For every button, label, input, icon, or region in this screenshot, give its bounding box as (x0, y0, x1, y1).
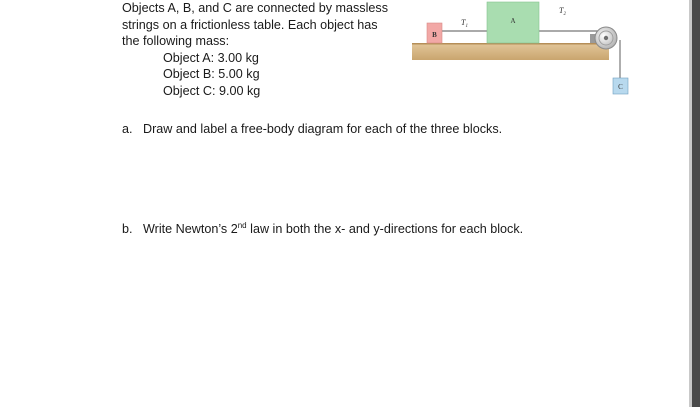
mass-object-a: Object A: 3.00 kg (163, 50, 259, 65)
question-b-superscript: nd (237, 220, 247, 230)
tension-1-label: $T_1$ (461, 18, 468, 29)
mass-object-b: Object B: 5.00 kg (163, 67, 260, 81)
mass-list (122, 50, 402, 100)
block-a-label: A (510, 17, 516, 25)
question-a-text: Draw and label a free-body diagram for each of the three blocks. (143, 122, 503, 136)
intro-line-1: Objects A, B, and C are connected by massless (122, 1, 388, 15)
problem-statement (122, 0, 402, 99)
physics-diagram (410, 0, 640, 105)
question-a-letter: a. (122, 122, 133, 136)
table-surface (412, 43, 609, 60)
intro-line-3: the following mass: (122, 34, 230, 48)
question-b-text-post: law in both the x- and y-directions for each block. (246, 222, 524, 236)
pulley-axle (604, 36, 608, 40)
tension-2-label: $T_2$ (559, 6, 566, 17)
intro-line-2: strings on a frictionless table. Each object has (122, 17, 378, 32)
block-c-label: C (618, 83, 623, 91)
block-b-label: B (432, 31, 437, 39)
question-b-text-pre: Write Newton’s 2 (143, 222, 238, 236)
page-edge (689, 0, 700, 407)
question-a (122, 121, 502, 137)
question-b (122, 221, 523, 237)
question-b-letter: b. (122, 222, 133, 236)
mass-object-c: Object C: 9.00 kg (163, 83, 261, 98)
